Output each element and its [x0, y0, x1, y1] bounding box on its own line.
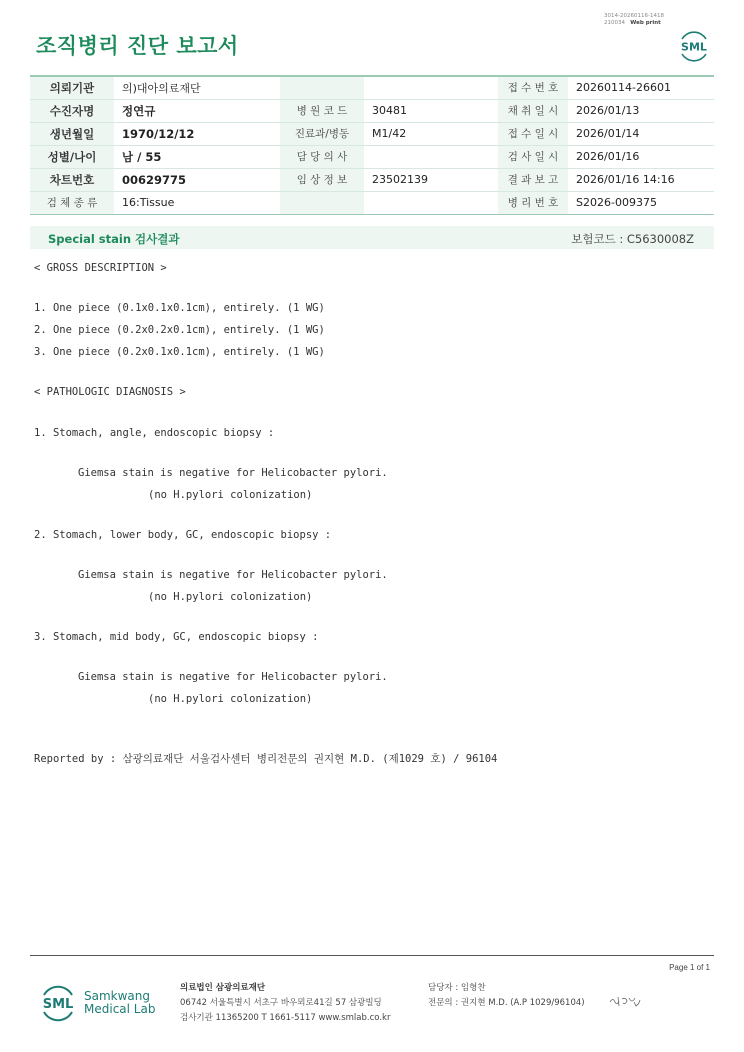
info-value: 30481 — [364, 99, 498, 122]
info-label: 성별/나이 — [30, 145, 114, 168]
address-line: 06742 서울특별시 서초구 바우뫼로41길 57 삼광빌딩 — [180, 998, 382, 1008]
info-label: 접 수 일 시 — [498, 122, 568, 145]
document-code — [604, 13, 664, 27]
brand-line2: Medical Lab — [84, 1002, 156, 1016]
info-row — [30, 145, 714, 168]
sml-logo-icon — [674, 26, 714, 66]
diagnosis-result: Giemsa stain is negative for Helicobacter pylori. — [78, 569, 388, 581]
report-title: 조직병리 진단 보고서 — [36, 34, 239, 58]
info-value: 16:Tissue — [114, 191, 280, 214]
info-label: 차트번호 — [30, 168, 114, 191]
gross-item: 2. One piece (0.2x0.2x0.1cm), entirely. (1 WG) — [34, 324, 325, 336]
reported-by: Reported by : 삼광의료재단 서울검사센터 병리전문의 권지현 M.D. (제1029 호) / 96104 — [34, 753, 498, 765]
section-header — [30, 226, 714, 249]
diagnosis-note: (no H.pylori colonization) — [148, 591, 313, 603]
info-value: 23502139 — [364, 168, 498, 191]
info-label: 검 사 일 시 — [498, 145, 568, 168]
organization-name: 의료법인 삼광의료재단 — [180, 983, 266, 993]
diagnosis-site: 3. Stomach, mid body, GC, endoscopic biopsy : — [34, 631, 319, 643]
gross-item: 3. One piece (0.2x0.1x0.1cm), entirely. (1 WG) — [34, 346, 325, 358]
info-value — [364, 191, 498, 214]
info-label: 담 당 의 사 — [280, 145, 364, 168]
diagnosis-site: 2. Stomach, lower body, GC, endoscopic biopsy : — [34, 529, 332, 541]
samkwang-logo-text: SML — [42, 997, 74, 1012]
info-value: 2026/01/16 — [568, 145, 714, 168]
info-value: 1970/12/12 — [114, 122, 280, 145]
info-value: 의)대아의료재단 — [114, 76, 280, 99]
diagnosis-note: (no H.pylori colonization) — [148, 693, 313, 705]
gross-item: 1. One piece (0.1x0.1x0.1cm), entirely. (1 WG) — [34, 302, 325, 314]
info-label: 수진자명 — [30, 99, 114, 122]
patient-info-table — [30, 75, 714, 215]
info-row — [30, 122, 714, 145]
brand-name — [84, 990, 155, 1016]
document-code-line1: 3014-20260116-1418 — [604, 13, 664, 19]
manager-line: 담당자 : 임형찬 — [428, 983, 486, 993]
contact-info — [428, 981, 585, 1011]
info-value — [364, 145, 498, 168]
web-print-label: Web print — [630, 20, 661, 26]
info-label — [280, 191, 364, 214]
info-label: 생년월일 — [30, 122, 114, 145]
diagnosis-note: (no H.pylori colonization) — [148, 489, 313, 501]
diagnosis-result: Giemsa stain is negative for Helicobacter pylori. — [78, 671, 388, 683]
info-label: 진료과/병동 — [280, 122, 364, 145]
samkwang-logo-icon — [36, 980, 80, 1026]
info-row — [30, 99, 714, 122]
info-row — [30, 168, 714, 191]
info-value: S2026-009375 — [568, 191, 714, 214]
brand-line1: Samkwang — [84, 989, 150, 1003]
info-label: 병 리 번 호 — [498, 191, 568, 214]
diagnosis-site: 1. Stomach, angle, endoscopic biopsy : — [34, 427, 275, 439]
info-value: M1/42 — [364, 122, 498, 145]
section-title: Special stain 검사결과 — [48, 232, 180, 246]
insurance-code: 보험코드 : C5630008Z — [571, 232, 694, 246]
registration-line: 검사기관 11365200 T 1661-5117 www.smlab.co.kr — [180, 1013, 391, 1023]
info-value: 00629775 — [114, 168, 280, 191]
info-label: 접 수 번 호 — [498, 76, 568, 99]
info-value: 20260114-26601 — [568, 76, 714, 99]
info-label — [280, 76, 364, 99]
info-value: 정연규 — [114, 99, 280, 122]
info-value — [364, 76, 498, 99]
specialist-line: 전문의 : 권지현 M.D. (A.P 1029/96104) — [428, 998, 585, 1008]
info-value: 남 / 55 — [114, 145, 280, 168]
pathologic-diagnosis-header: < PATHOLOGIC DIAGNOSIS > — [34, 386, 186, 398]
info-label: 임 상 정 보 — [280, 168, 364, 191]
footer-divider — [30, 955, 714, 956]
info-label: 검 체 종 류 — [30, 191, 114, 214]
info-value: 2026/01/16 14:16 — [568, 168, 714, 191]
info-row — [30, 76, 714, 99]
sml-logo-text: SML — [681, 40, 707, 54]
signature-image — [608, 993, 642, 1009]
info-value: 2026/01/14 — [568, 122, 714, 145]
info-value: 2026/01/13 — [568, 99, 714, 122]
document-code-line2: 210034 — [604, 20, 625, 26]
info-label: 채 취 일 시 — [498, 99, 568, 122]
info-label: 의뢰기관 — [30, 76, 114, 99]
diagnosis-result: Giemsa stain is negative for Helicobacter pylori. — [78, 467, 388, 479]
organization-address — [180, 981, 390, 1026]
info-label: 병 원 코 드 — [280, 99, 364, 122]
info-label: 결 과 보 고 — [498, 168, 568, 191]
page-number: Page 1 of 1 — [669, 963, 710, 972]
info-row — [30, 191, 714, 214]
gross-description-header: < GROSS DESCRIPTION > — [34, 262, 167, 274]
